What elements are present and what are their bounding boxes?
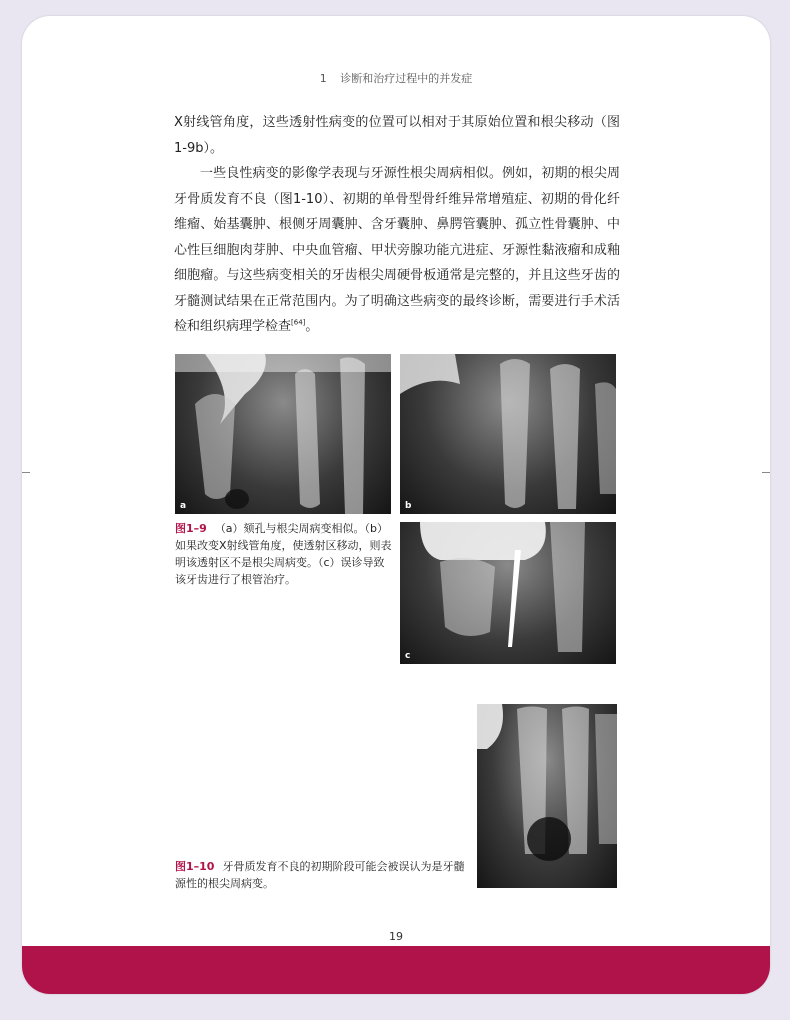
figure-1-9-text: （a）颏孔与根尖周病变相似。（b）如果改变X射线管角度，使透射区移动，则表明该透射区不是根尖周病变。（c）误诊导致该牙齿进行了根管治疗。	[175, 522, 392, 586]
citation-ref: [64]	[291, 318, 306, 327]
figure-1-10-text: 牙骨质发育不良的初期阶段可能会被误认为是牙髓源性的根尖周病变。	[175, 860, 465, 890]
panel-label-b: b	[405, 501, 412, 511]
paragraph-2-text: 一些良性病变的影像学表现与牙源性根尖周病相似。例如，初期的根尖周牙骨质发育不良（图1-10）、初期的单骨型骨纤维异常增殖症、初期的骨化纤维瘤、始基囊肿、根侧牙周囊肿、含牙囊肿、鼻腭管囊肿、孤立性骨囊肿、中心性巨细胞肉芽肿、中央血管瘤、甲状旁腺功能亢进症、牙源性黏液瘤和成釉细胞瘤。与这些病变相关的牙齿根尖周硬骨板通常是完整的，并且这些牙齿的牙髓测试结果在正常范围内。为了明确这些病变的最终诊断，需要进行手术活检和组织病理学检查	[174, 166, 620, 334]
body-text	[174, 110, 620, 340]
book-page	[22, 16, 770, 994]
figure-1-10-id: 图1–10	[175, 860, 215, 873]
xray-image-1-10	[477, 704, 617, 888]
xray-image-1-9c	[400, 522, 616, 664]
figure-1-9-id: 图1–9	[175, 522, 207, 535]
figure-1-9-caption	[175, 520, 393, 588]
footer-band	[22, 946, 770, 994]
xray-image-1-9b	[400, 354, 616, 514]
xray-image-1-9a	[175, 354, 391, 514]
paragraph-1: X射线管角度，这些透射性病变的位置可以相对于其原始位置和根尖移动（图1-9b）。	[174, 115, 620, 156]
paragraph-2	[174, 161, 620, 340]
running-header	[22, 70, 770, 86]
page-number: 19	[389, 930, 403, 943]
chapter-number: 1	[319, 72, 327, 85]
figure-1-10-caption	[175, 858, 470, 892]
paragraph-2-end: 。	[305, 319, 319, 334]
margin-mark-right	[762, 472, 770, 473]
panel-label-c: c	[405, 651, 411, 661]
panel-label-a: a	[180, 501, 187, 511]
margin-mark-left	[22, 472, 30, 473]
chapter-title: 诊断和治疗过程中的并发症	[340, 72, 473, 85]
